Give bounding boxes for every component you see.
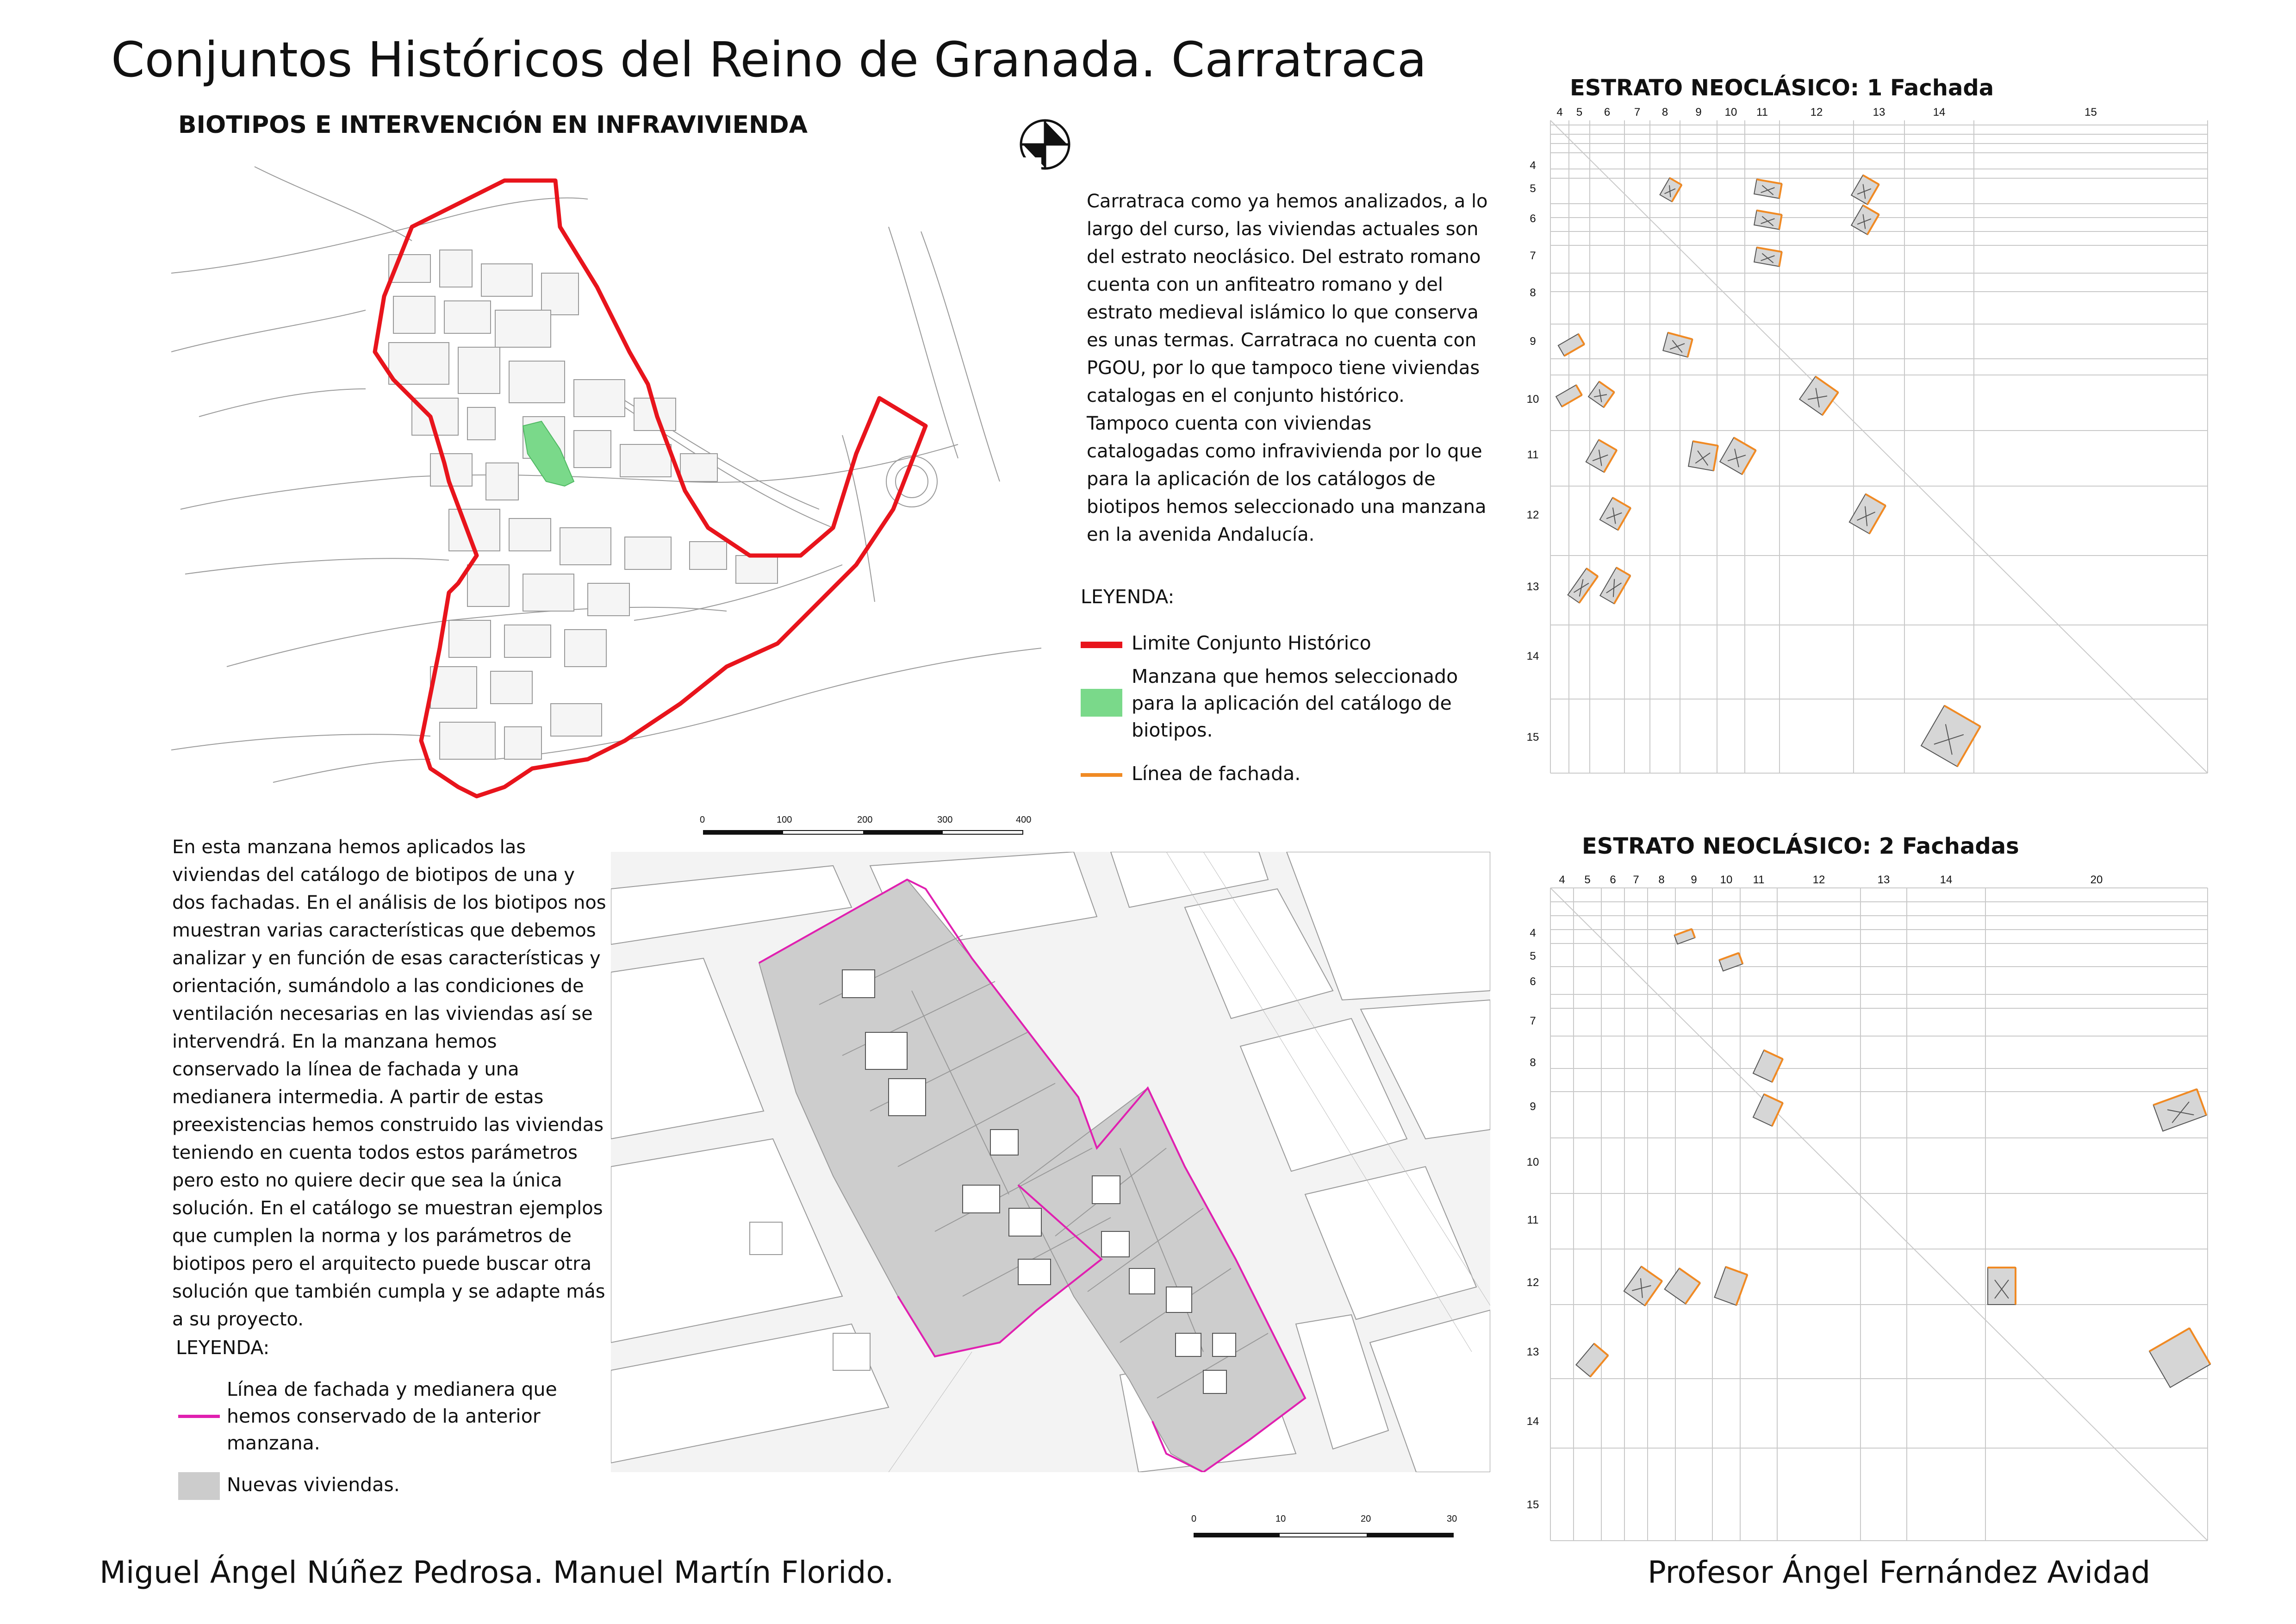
legend-swatch-block (1081, 689, 1122, 717)
matrix1-title: ESTRATO NEOCLÁSICO: 1 Fachada (1570, 75, 1994, 101)
section-title: BIOTIPOS E INTERVENCIÓN EN INFRAVIVIENDA (178, 111, 808, 139)
row-label: 13 (1526, 581, 1539, 593)
block-scale-bar (1185, 1523, 1472, 1546)
row-label: 10 (1526, 1156, 1539, 1168)
house-footprint (1851, 205, 1879, 234)
house-footprint (1600, 498, 1630, 530)
grid-lines (1550, 120, 2208, 773)
matrix2-title: ESTRATO NEOCLÁSICO: 2 Fachadas (1582, 833, 2019, 859)
row-label: 7 (1530, 1015, 1536, 1027)
house-footprint (1588, 381, 1614, 407)
row-label: 14 (1526, 1415, 1539, 1428)
house-footprint (1720, 437, 1756, 474)
house-footprint (1849, 494, 1885, 534)
block-plan (611, 852, 1490, 1472)
house-footprint (1799, 376, 1838, 415)
col-label: 5 (1584, 874, 1591, 886)
col-label: 15 (2084, 106, 2097, 119)
house-footprint (1674, 929, 1695, 944)
col-label: 11 (1756, 106, 1768, 119)
legend-heading: LEYENDA: (1081, 586, 1175, 608)
col-label: 4 (1559, 874, 1565, 886)
row-label: 11 (1527, 449, 1539, 461)
house-footprint (1665, 1268, 1700, 1304)
legend2-swatch-new (178, 1472, 220, 1500)
col-label: 12 (1810, 106, 1823, 119)
house-footprint (1921, 706, 1980, 767)
legend2-label-new: Nuevas viviendas. (227, 1474, 400, 1496)
page-title: Conjuntos Históricos del Reino de Granada. Carratraca (111, 31, 1427, 88)
legend-swatch-limit (1081, 642, 1122, 648)
legend2-label-preserved: Línea de fachada y medianera que hemos conservado de la anterior manzana. (227, 1378, 557, 1454)
col-label: 5 (1576, 106, 1583, 119)
row-label: 14 (1526, 650, 1539, 662)
col-label: 12 (1812, 874, 1825, 886)
house-footprint (1753, 1094, 1783, 1126)
matrix1-grid (1523, 106, 2221, 792)
row-label: 5 (1530, 950, 1536, 962)
row-label: 10 (1526, 393, 1539, 406)
house-footprint (1600, 568, 1630, 604)
house-footprint (2153, 1089, 2206, 1131)
legend-swatch-facade (1081, 773, 1122, 777)
col-label: 14 (1940, 874, 1953, 886)
row-label: 8 (1530, 287, 1536, 299)
row-label: 8 (1530, 1056, 1536, 1069)
house-footprint (1851, 175, 1879, 204)
col-label: 14 (1933, 106, 1946, 119)
footer-professor: Profesor Ángel Fernández Avidad (1648, 1555, 2151, 1590)
col-label: 8 (1658, 874, 1665, 886)
col-label: 13 (1877, 874, 1890, 886)
row-label: 9 (1530, 335, 1536, 348)
legend-label-block: Manzana que hemos seleccionado para la aplicación del catálogo de biotipos. (1132, 665, 1458, 741)
matrix2-grid (1523, 874, 2221, 1559)
house-footprint (1715, 1267, 1748, 1305)
house-footprint (1988, 1268, 2016, 1305)
house-footprint (1624, 1267, 1662, 1306)
house-footprint (1688, 441, 1718, 471)
col-label: 9 (1695, 106, 1702, 119)
block-scale-labels: 0 10 20 30 (1191, 1514, 1457, 1524)
col-label: 6 (1610, 874, 1616, 886)
house-footprint (1576, 1343, 1608, 1377)
col-label: 10 (1724, 106, 1737, 119)
row-label: 15 (1526, 731, 1539, 743)
row-label: 13 (1526, 1346, 1539, 1358)
col-label: 20 (2090, 874, 2103, 886)
row-label: 6 (1530, 975, 1536, 988)
house-footprint (1754, 247, 1782, 266)
legend2-heading: LEYENDA: (176, 1337, 270, 1359)
row-label: 7 (1530, 250, 1536, 262)
map-scale-labels: 0 100 200 300 400 (700, 815, 1032, 825)
footer-authors: Miguel Ángel Núñez Pedrosa. Manuel Martín Florido. (100, 1555, 894, 1590)
house-footprint (1753, 1050, 1783, 1082)
col-label: 10 (1720, 874, 1733, 886)
block-paragraph: En esta manzana hemos aplicados las viviendas del catálogo de biotipos de una y dos fachadas. En el análisis de los biotipos nos muestran varias características que debemos analizar y en función de esas características y orientación, sumándolo a las condiciones de ventilación necesarias en las viviendas así se intervendrá. En la manzana hemos conservado la línea de fachada y una medianera intermedia. A partir de estas preexistencias hemos construido las viviendas teniendo en cuenta todos estos parámetros pero esto no quiere decir que sea la única solución. En el catálogo se muestran ejemplos que cumplen la norma y los parámetros de biotipos pero el arquitecto puede buscar otra solución que también cumpla y se adapte más a su proyecto. (172, 837, 606, 1330)
house-footprint (1754, 210, 1782, 229)
row-label: 15 (1526, 1499, 1539, 1511)
row-label: 4 (1530, 159, 1536, 172)
house-footprint (1660, 178, 1682, 201)
legend-label-facade: Línea de fachada. (1132, 762, 1301, 785)
grid-lines (1550, 888, 2208, 1541)
house-footprint (1663, 333, 1692, 357)
house-footprint (1754, 179, 1782, 198)
col-label: 9 (1691, 874, 1697, 886)
row-label: 11 (1527, 1214, 1539, 1226)
row-label: 6 (1530, 212, 1536, 225)
row-label: 12 (1526, 509, 1539, 521)
col-label: 4 (1556, 106, 1563, 119)
col-label: 6 (1604, 106, 1611, 119)
row-label: 4 (1530, 927, 1536, 939)
house-footprint (1568, 568, 1598, 603)
row-label: 9 (1530, 1100, 1536, 1113)
house-footprint (1586, 440, 1617, 472)
col-label: 11 (1753, 874, 1765, 886)
col-label: 7 (1634, 106, 1641, 119)
row-label: 5 (1530, 182, 1536, 195)
intro-paragraph: Carratraca como ya hemos analizados, a lo largo del curso, las viviendas actuales son del estrato neoclásico. Del estrato romano cuenta con un anfiteatro romano y del estrato medieval islámico lo que conserva es unas termas. Carratraca no cuenta con PGOU, por lo que tampoco tiene viviendas catalogas en el conjunto histórico. Tampoco cuenta con viviendas catalogadas como infravivienda por lo que para la aplicación de los catálogos de biotipos hemos seleccionado una manzana en la avenida Andalucía. (1087, 191, 1488, 545)
row-label: 12 (1526, 1276, 1539, 1289)
legend-label-limit: Limite Conjunto Histórico (1132, 632, 1371, 654)
col-label: 8 (1661, 106, 1668, 119)
legend2-swatch-preserved (178, 1415, 220, 1418)
col-label: 7 (1633, 874, 1639, 886)
house-footprint (1719, 953, 1743, 971)
col-label: 13 (1873, 106, 1885, 119)
town-map (171, 157, 1041, 806)
house-footprint (1558, 334, 1584, 356)
